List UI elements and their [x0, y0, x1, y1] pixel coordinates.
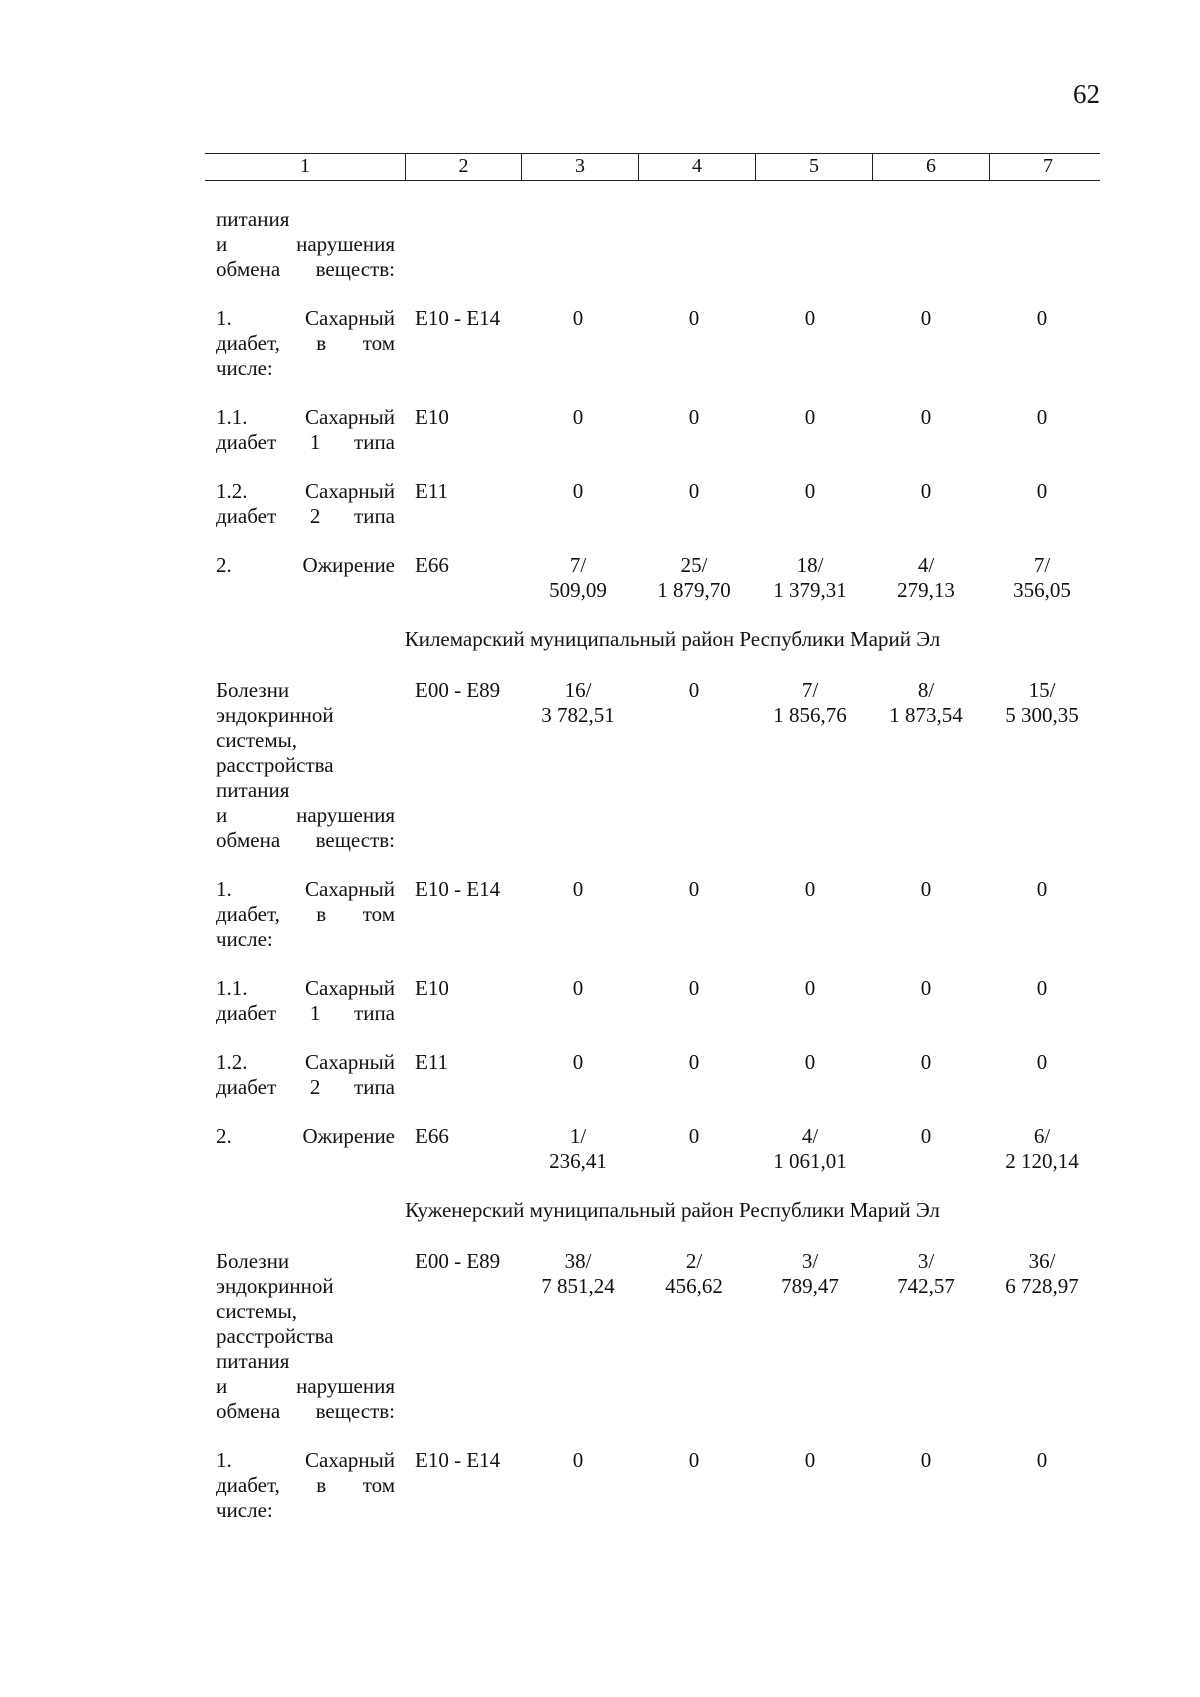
- row-value-col-6: [868, 405, 984, 455]
- row-name: [205, 678, 405, 853]
- header-col-2: 2: [405, 154, 521, 180]
- row-code: E11: [415, 479, 449, 503]
- value-line: 789,47: [781, 1274, 839, 1298]
- value-line: 1/: [569, 1124, 587, 1148]
- row-name-line: диабет 2 типа: [216, 504, 395, 528]
- value-line: 356,05: [1013, 578, 1071, 602]
- table-row: [205, 1448, 1100, 1523]
- row-name: [205, 405, 405, 455]
- row-value-col-5: [752, 1448, 868, 1523]
- value-line: 509,09: [549, 578, 607, 602]
- row-name-line: 1.2. Сахарный: [216, 479, 395, 503]
- value-line: 0: [920, 976, 932, 1000]
- row-name-line: обмена веществ:: [216, 257, 395, 281]
- value-line: 0: [688, 877, 700, 901]
- value-line: 0: [1036, 1050, 1048, 1074]
- row-name-line: числе:: [216, 1498, 273, 1522]
- row-name: [205, 553, 405, 603]
- row-name: [205, 1050, 405, 1100]
- row-name-line: системы,: [216, 728, 298, 752]
- row-value-col-5: [752, 553, 868, 603]
- value-line: 0: [572, 877, 584, 901]
- row-name: [205, 1124, 405, 1174]
- value-line: 2/: [685, 1249, 703, 1273]
- value-line: 0: [572, 1050, 584, 1074]
- row-value-col-5: [752, 207, 868, 282]
- row-code: E66: [415, 553, 449, 577]
- value-line: 0: [1036, 1448, 1048, 1472]
- row-value-col-6: [868, 1448, 984, 1523]
- row-value-col-4: [636, 207, 752, 282]
- row-value-col-4: [636, 553, 752, 603]
- row-value-col-7: [984, 678, 1100, 853]
- value-line: 0: [1036, 306, 1048, 330]
- row-code: E66: [415, 1124, 449, 1148]
- row-name-line: 1.1. Сахарный: [216, 405, 395, 429]
- row-value-col-7: [984, 1249, 1100, 1424]
- value-line: 0: [572, 976, 584, 1000]
- row-value-col-3: [520, 479, 636, 529]
- row-name-line: 1.1. Сахарный: [216, 976, 395, 1000]
- row-value-col-5: [752, 405, 868, 455]
- row-value-col-4: [636, 1124, 752, 1174]
- value-line: 0: [688, 306, 700, 330]
- row-name: [205, 877, 405, 952]
- row-name-line: 1.2. Сахарный: [216, 1050, 395, 1074]
- value-line: 742,57: [897, 1274, 955, 1298]
- value-line: 0: [920, 877, 932, 901]
- row-value-col-3: [520, 405, 636, 455]
- value-line: 0: [1036, 479, 1048, 503]
- value-line: 4/: [917, 553, 935, 577]
- row-name-line: числе:: [216, 356, 273, 380]
- row-code: E00 - E89: [415, 678, 501, 702]
- row-value-col-6: [868, 976, 984, 1026]
- row-code: E10 - E14: [415, 877, 501, 901]
- value-line: 0: [1036, 877, 1048, 901]
- value-line: 0: [804, 877, 816, 901]
- table-row: [205, 678, 1100, 853]
- row-value-col-4: [636, 1448, 752, 1523]
- row-value-col-7: [984, 877, 1100, 952]
- row-code: E10: [415, 976, 449, 1000]
- value-line: 0: [688, 1448, 700, 1472]
- value-line: 279,13: [897, 578, 955, 602]
- table-row: [205, 1050, 1100, 1100]
- value-line: 25/: [680, 553, 708, 577]
- value-line: 0: [920, 405, 932, 429]
- row-name-line: диабет 1 типа: [216, 430, 395, 454]
- row-value-col-4: [636, 877, 752, 952]
- row-name-line: диабет 1 типа: [216, 1001, 395, 1025]
- row-value-col-5: [752, 1249, 868, 1424]
- row-value-col-3: [520, 1050, 636, 1100]
- value-line: 0: [804, 479, 816, 503]
- value-line: 0: [572, 1448, 584, 1472]
- row-name-line: эндокринной: [216, 1274, 334, 1298]
- value-line: 4/: [801, 1124, 819, 1148]
- value-line: 0: [804, 1448, 816, 1472]
- row-name-line: 2. Ожирение: [216, 553, 395, 577]
- row-value-col-5: [752, 877, 868, 952]
- header-col-3: 3: [521, 154, 638, 180]
- value-line: 5 300,35: [1005, 703, 1079, 727]
- row-name: [205, 976, 405, 1026]
- row-value-col-6: [868, 479, 984, 529]
- page-number: 62: [1073, 79, 1100, 109]
- table-header: [205, 153, 1100, 181]
- value-line: 0: [688, 976, 700, 1000]
- value-line: 6/: [1033, 1124, 1051, 1148]
- row-value-col-4: [636, 479, 752, 529]
- value-line: 1 856,76: [773, 703, 847, 727]
- value-line: 0: [572, 479, 584, 503]
- value-line: 0: [804, 405, 816, 429]
- statistics-table: [205, 153, 1100, 1547]
- row-value-col-4: [636, 405, 752, 455]
- table-body: [205, 181, 1100, 1523]
- row-code: E10 - E14: [415, 306, 501, 330]
- row-name-line: и нарушения: [216, 232, 395, 256]
- value-line: 1 879,70: [657, 578, 731, 602]
- row-name-line: диабет, в том: [216, 331, 395, 355]
- value-line: 15/: [1028, 678, 1056, 702]
- row-name-line: и нарушения: [216, 1374, 395, 1398]
- row-name-line: обмена веществ:: [216, 828, 395, 852]
- row-value-col-5: [752, 479, 868, 529]
- table-row: [205, 1124, 1100, 1174]
- value-line: 6 728,97: [1005, 1274, 1079, 1298]
- value-line: 0: [920, 1448, 932, 1472]
- row-value-col-5: [752, 976, 868, 1026]
- row-code: E00 - E89: [415, 1249, 501, 1273]
- value-line: 1 873,54: [889, 703, 963, 727]
- row-code: [405, 207, 520, 282]
- header-col-7: 7: [989, 154, 1106, 180]
- row-name-line: Болезни: [216, 678, 290, 702]
- value-line: 0: [920, 1124, 932, 1148]
- header-col-6: 6: [872, 154, 989, 180]
- row-value-col-3: [520, 1448, 636, 1523]
- value-line: 3/: [917, 1249, 935, 1273]
- value-line: 0: [804, 976, 816, 1000]
- row-name: [205, 1448, 405, 1523]
- value-line: 18/: [796, 553, 824, 577]
- row-name-line: и нарушения: [216, 803, 395, 827]
- row-value-col-7: [984, 479, 1100, 529]
- row-name-line: питания: [216, 1349, 290, 1373]
- row-value-col-3: [520, 678, 636, 853]
- row-name: [205, 306, 405, 381]
- value-line: 36/: [1028, 1249, 1056, 1273]
- header-col-1: 1: [300, 155, 310, 177]
- row-name-line: диабет, в том: [216, 1473, 395, 1497]
- table-row: [205, 306, 1100, 381]
- row-value-col-6: [868, 306, 984, 381]
- row-name: [205, 1249, 405, 1424]
- value-line: 0: [688, 1124, 700, 1148]
- value-line: 0: [572, 405, 584, 429]
- value-line: 3/: [801, 1249, 819, 1273]
- row-value-col-6: [868, 207, 984, 282]
- row-value-col-3: [520, 553, 636, 603]
- row-name-line: Болезни: [216, 1249, 290, 1273]
- row-value-col-3: [520, 1249, 636, 1424]
- value-line: 3 782,51: [541, 703, 615, 727]
- row-name-line: питания: [216, 207, 290, 231]
- value-line: 7/: [1033, 553, 1051, 577]
- table-row: [205, 976, 1100, 1026]
- value-line: 0: [920, 479, 932, 503]
- header-col-4: 4: [638, 154, 755, 180]
- value-line: 8/: [917, 678, 935, 702]
- row-value-col-7: [984, 405, 1100, 455]
- table-row: [205, 405, 1100, 455]
- value-line: 7/: [569, 553, 587, 577]
- row-name: [205, 479, 405, 529]
- section-title: Куженерский муниципальный район Республики Марий Эл: [405, 1198, 940, 1222]
- row-name-line: 1. Сахарный: [216, 877, 395, 901]
- row-code: E11: [415, 1050, 449, 1074]
- value-line: 2 120,14: [1005, 1149, 1079, 1173]
- row-name-line: системы,: [216, 1299, 298, 1323]
- value-line: 0: [804, 306, 816, 330]
- value-line: 1 379,31: [773, 578, 847, 602]
- row-value-col-6: [868, 553, 984, 603]
- value-line: 0: [1036, 976, 1048, 1000]
- row-value-col-3: [520, 1124, 636, 1174]
- row-value-col-7: [984, 1124, 1100, 1174]
- row-value-col-7: [984, 306, 1100, 381]
- row-name-line: числе:: [216, 927, 273, 951]
- row-value-col-3: [520, 976, 636, 1026]
- value-line: 0: [572, 306, 584, 330]
- row-value-col-4: [636, 1249, 752, 1424]
- row-value-col-6: [868, 678, 984, 853]
- row-value-col-6: [868, 877, 984, 952]
- row-name-line: 2. Ожирение: [216, 1124, 395, 1148]
- row-name-line: эндокринной: [216, 703, 334, 727]
- row-value-col-5: [752, 1050, 868, 1100]
- value-line: 0: [920, 306, 932, 330]
- row-name-line: диабет 2 типа: [216, 1075, 395, 1099]
- value-line: 0: [804, 1050, 816, 1074]
- row-value-col-7: [984, 976, 1100, 1026]
- value-line: 7 851,24: [541, 1274, 615, 1298]
- value-line: 456,62: [665, 1274, 723, 1298]
- value-line: 0: [688, 479, 700, 503]
- table-row: [205, 553, 1100, 603]
- table-row: [205, 207, 1100, 282]
- row-name-line: расстройства: [216, 753, 334, 777]
- row-value-col-7: [984, 1050, 1100, 1100]
- row-code: E10 - E14: [415, 1448, 501, 1472]
- header-col-5: 5: [755, 154, 872, 180]
- row-value-col-6: [868, 1050, 984, 1100]
- row-value-col-5: [752, 678, 868, 853]
- table-row: [205, 479, 1100, 529]
- row-value-col-3: [520, 207, 636, 282]
- row-value-col-5: [752, 1124, 868, 1174]
- value-line: 0: [688, 1050, 700, 1074]
- row-value-col-3: [520, 877, 636, 952]
- value-line: 1 061,01: [773, 1149, 847, 1173]
- row-value-col-4: [636, 306, 752, 381]
- row-name-line: диабет, в том: [216, 902, 395, 926]
- row-value-col-7: [984, 553, 1100, 603]
- value-line: 0: [688, 405, 700, 429]
- row-value-col-4: [636, 678, 752, 853]
- value-line: 38/: [564, 1249, 592, 1273]
- value-line: 7/: [801, 678, 819, 702]
- row-code: E10: [415, 405, 449, 429]
- value-line: 0: [920, 1050, 932, 1074]
- row-value-col-5: [752, 306, 868, 381]
- row-value-col-6: [868, 1124, 984, 1174]
- value-line: 16/: [564, 678, 592, 702]
- section-title: Килемарский муниципальный район Республики Марий Эл: [404, 627, 941, 651]
- value-line: 236,41: [549, 1149, 607, 1173]
- row-value-col-3: [520, 306, 636, 381]
- row-value-col-4: [636, 976, 752, 1026]
- row-value-col-7: [984, 207, 1100, 282]
- row-name-line: питания: [216, 778, 290, 802]
- value-line: 0: [688, 678, 700, 702]
- value-line: 0: [1036, 405, 1048, 429]
- row-name: [205, 207, 405, 282]
- row-name-line: 1. Сахарный: [216, 306, 395, 330]
- row-name-line: обмена веществ:: [216, 1399, 395, 1423]
- table-row: [205, 877, 1100, 952]
- table-row: [205, 1249, 1100, 1424]
- row-value-col-6: [868, 1249, 984, 1424]
- row-value-col-4: [636, 1050, 752, 1100]
- row-value-col-7: [984, 1448, 1100, 1523]
- row-name-line: 1. Сахарный: [216, 1448, 395, 1472]
- row-name-line: расстройства: [216, 1324, 334, 1348]
